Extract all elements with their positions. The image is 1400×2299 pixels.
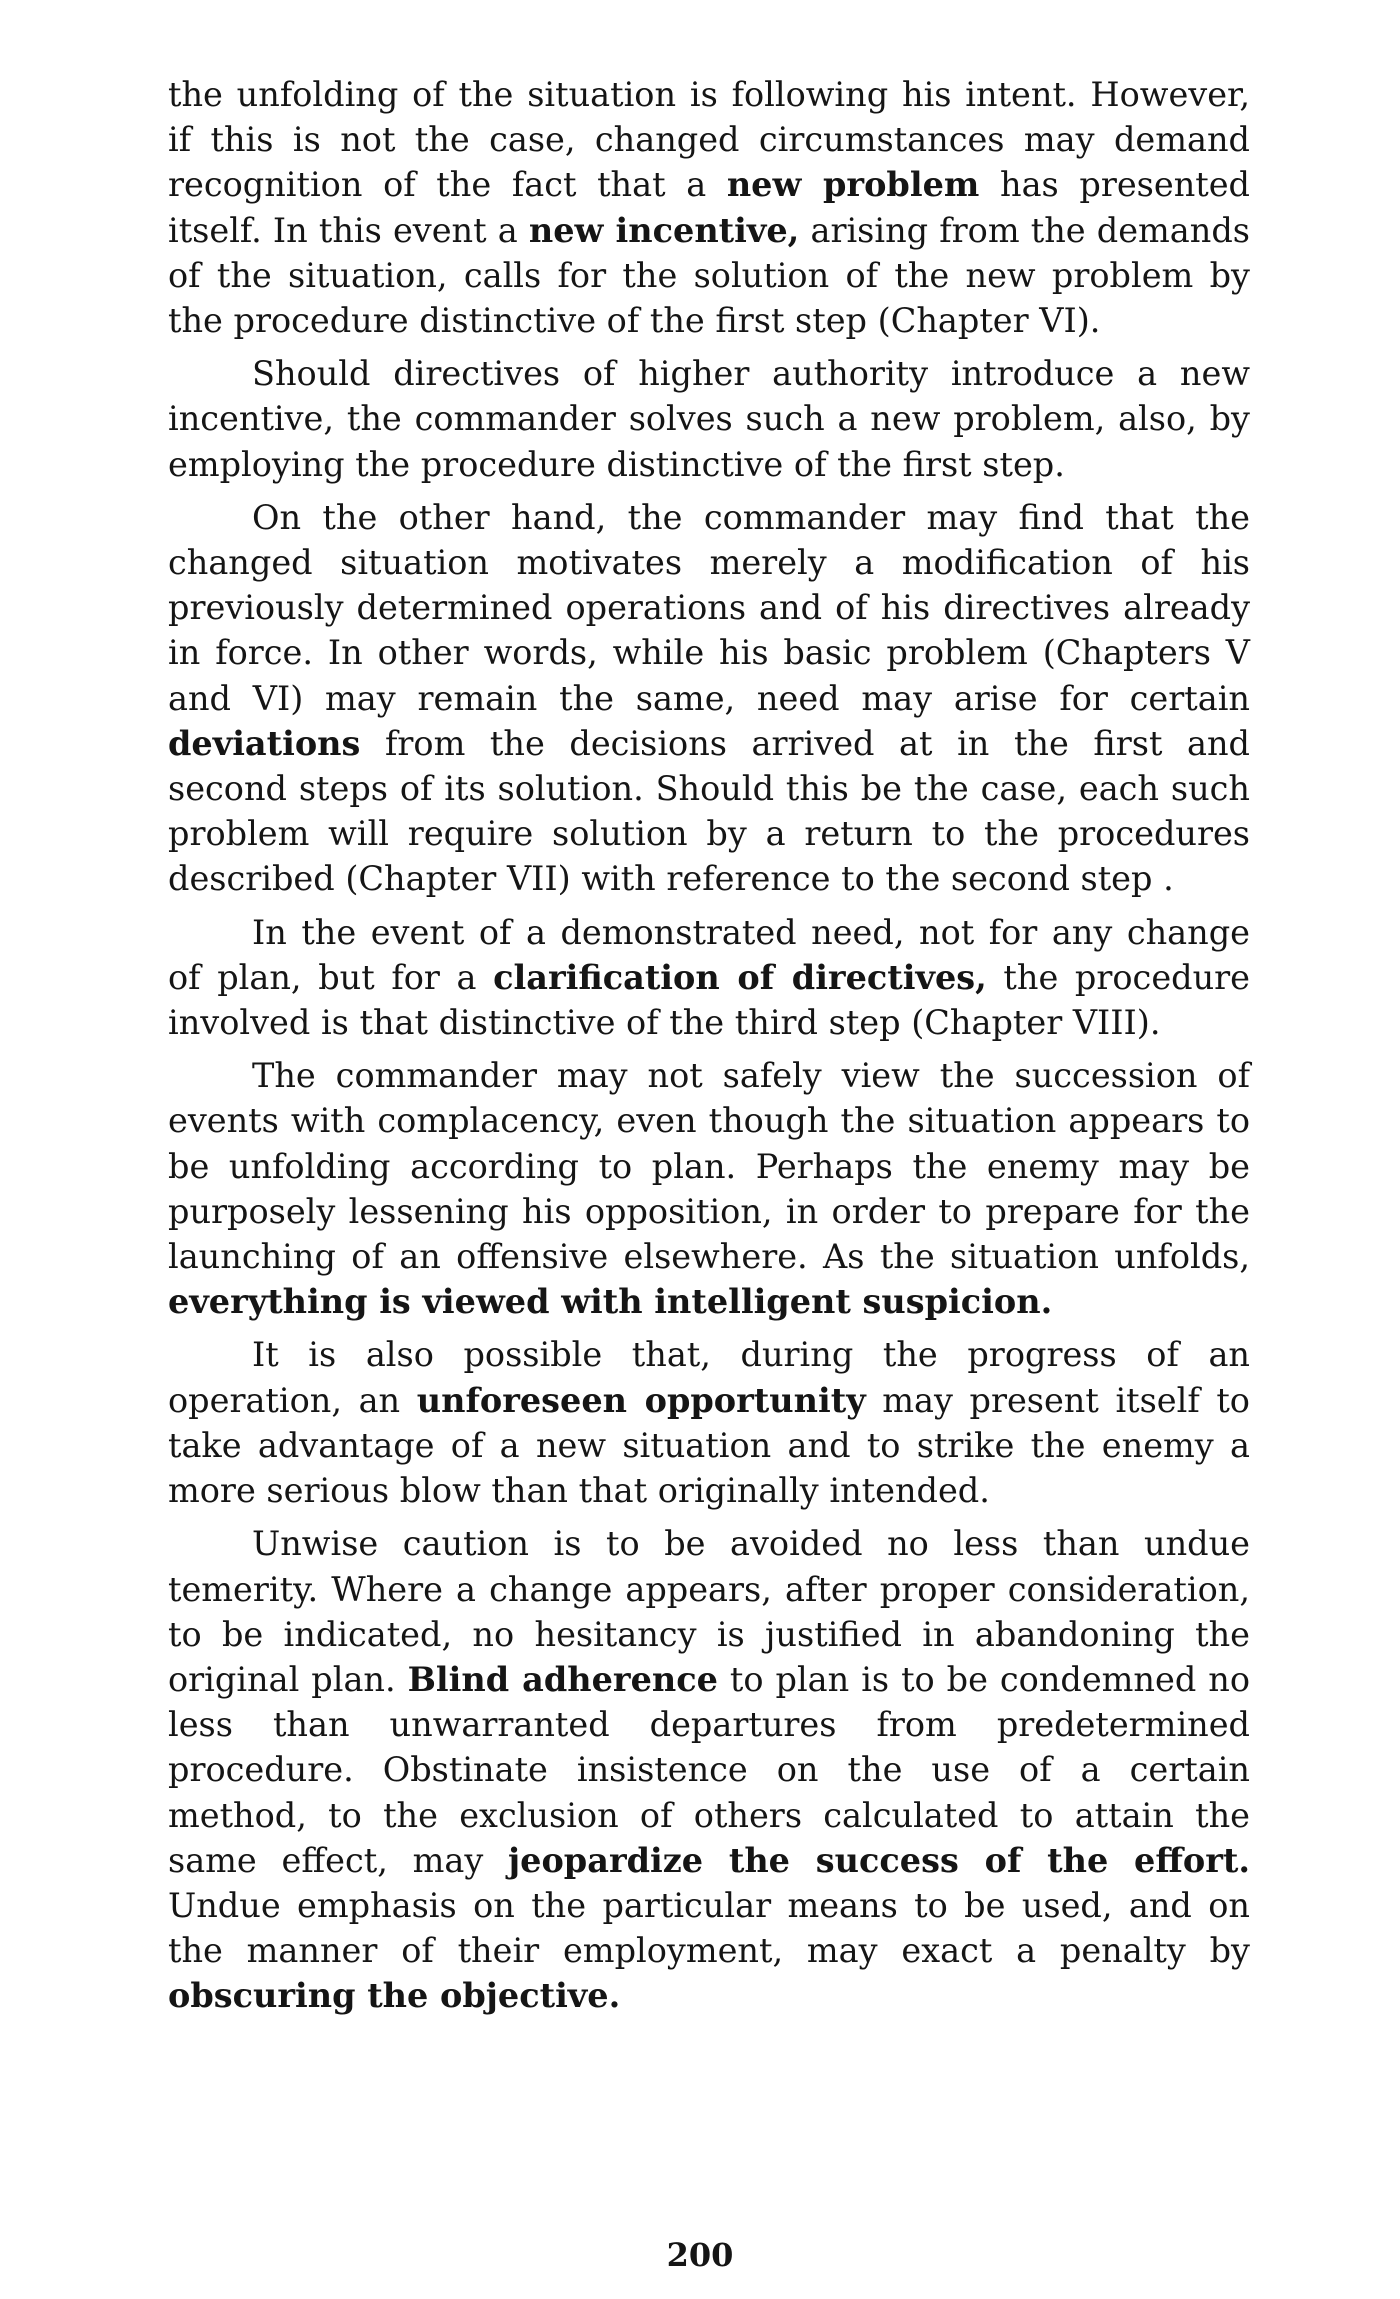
page-body (168, 72, 1250, 2027)
bold-phrase-new-incentive: new incentive, (528, 210, 800, 250)
page-number: 200 (666, 2236, 734, 2274)
bold-phrase-suspicion: everything is viewed with intelligent suspicion. (168, 1282, 1053, 1322)
bold-phrase-blind-adherence: Blind adherence (407, 1659, 718, 1699)
paragraph-4 (168, 910, 1250, 1046)
bold-phrase-clarification: clarification of directives, (493, 957, 987, 997)
text-segment: may present itself to take advantage of a new situation and to strike the enemy a more serious blow than that originally intended. (168, 1380, 1250, 1511)
bold-phrase-objective: obscuring the objective. (168, 1976, 621, 2016)
text-segment: In the event of a demonstrated need, not for any change of plan, but for a (168, 912, 1250, 997)
paragraph-7 (168, 1521, 1250, 2018)
bold-phrase-new-problem: new problem (726, 165, 980, 205)
text-segment: Undue emphasis on the particular means to be used, and on the manner of their employment, may exact a penalty by (168, 1885, 1250, 1971)
text-segment: has presented itself. In this event a (168, 165, 1250, 250)
text-segment: The commander may not safely view the succession of events with complacency, even though the situation appears to be unfolding according to plan. Perhaps the enemy may be purposely lessening his opposition, in order to prepare for the launching of an offensive elsewhere. As the situation unfolds, (168, 1056, 1250, 1277)
text-segment: the unfolding of the situation is following his intent. However, if this is not the case, changed circumstances may demand recognition of the fact that a (168, 75, 1250, 205)
paragraph-3 (168, 495, 1250, 902)
paragraph-5 (168, 1053, 1250, 1324)
text-segment: Unwise caution is to be avoided no less than undue temerity. Where a change appears, after proper consideration, to be indicated, no hesitancy is justified in abandoning the original plan. (168, 1524, 1250, 1699)
bold-phrase-deviations: deviations (168, 723, 361, 763)
text-segment: On the other hand, the commander may find that the changed situation motivates merely a modification of his previously determined operations and of his directives already in force. In other words, while his basic problem (Chapters V and VI) may remain the same, need may arise for certain (168, 497, 1250, 718)
text-segment: Should directives of higher authority introduce a new incentive, the commander solves such a new problem, also, by employing the procedure distinctive of the first step. (168, 354, 1250, 484)
paragraph-6 (168, 1332, 1250, 1513)
text-segment: the procedure involved is that distinctive of the third step (Chapter VIII). (168, 957, 1251, 1043)
text-segment: It is also possible that, during the progress of an operation, an (168, 1335, 1250, 1420)
paragraph-2 (168, 351, 1250, 487)
bold-phrase-jeopardize: jeopardize the success of the effort. (508, 1840, 1250, 1880)
paragraph-1 (168, 72, 1250, 343)
text-segment: arising from the demands of the situation, calls for the solution of the new problem by the procedure distinctive of the first step (Chapter VI). (168, 210, 1250, 341)
bold-phrase-opportunity: unforeseen opportunity (416, 1380, 866, 1420)
text-segment: from the decisions arrived at in the first and second steps of its solution. Should this be the case, each such problem will require solution by a return to the procedures described (Chapter VII) with reference to the second step . (168, 723, 1250, 899)
text-segment: to plan is to be condemned no less than unwarranted departures from predetermined procedure. Obstinate insistence on the use of a certain method, to the exclusion of others calculated to attain the same effect, may (168, 1659, 1250, 1880)
